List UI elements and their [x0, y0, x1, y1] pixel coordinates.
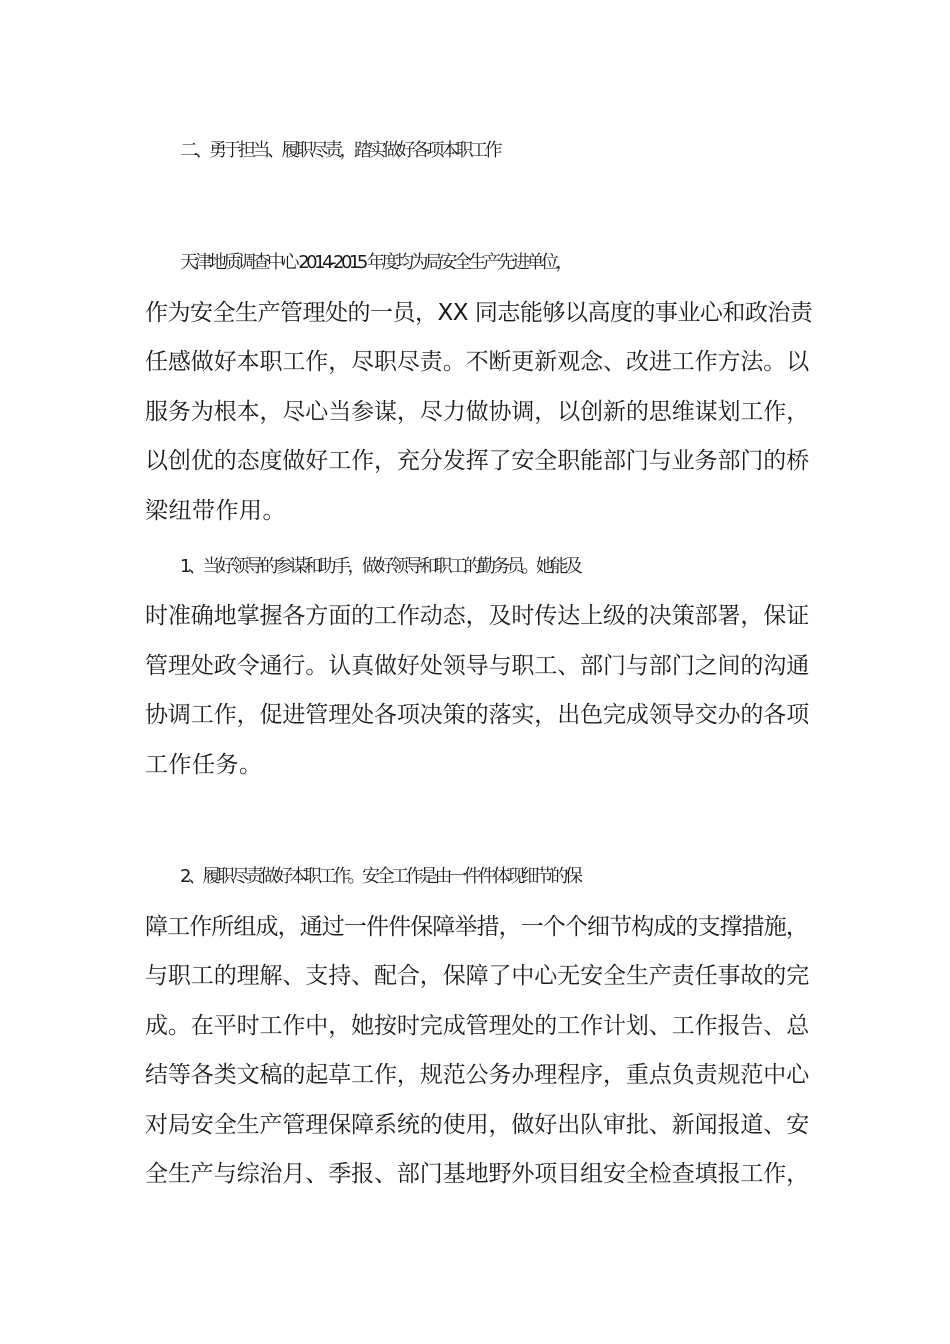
paragraph-line: 工作任务。: [145, 752, 263, 778]
paragraph-line: 结等各类文稿的起草工作，规范公务办理程序，重点负责规范中心: [145, 1062, 810, 1088]
paragraph-line: 管理处政令通行。认真做好处领导与职工、部门与部门之间的沟通: [145, 653, 810, 679]
paragraph-line: 时准确地掌握各方面的工作动态，及时传达上级的决策部署，保证: [145, 603, 810, 629]
paragraph-line: 天津地质调查中心 2014-2015 年度均为局安全生产先进单位，: [180, 252, 571, 273]
section-heading: 二、勇于担当、履职尽责，踏实做好各项本职工作: [180, 140, 499, 161]
paragraph-line: 2、履职尽责做好本职工作。安全工作是由一件件体现细节的保: [180, 866, 580, 887]
paragraph-line: 障工作所组成，通过一件件保障举措，一个个细节构成的支撑措施，: [145, 914, 809, 940]
paragraph-line: 任感做好本职工作，尽职尽责。不断更新观念、改进工作方法。以: [145, 349, 810, 375]
paragraph-line: 以创优的态度做好工作，充分发挥了安全职能部门与业务部门的桥: [145, 448, 810, 474]
paragraph-line: 1、当好领导的参谋和助手，做好领导和职工的勤务员。她能及: [180, 556, 580, 577]
paragraph-line: 作为安全生产管理处的一员，XX 同志能够以高度的事业心和政治责: [145, 300, 813, 326]
paragraph-line: 服务为根本，尽心当参谋，尽力做协调，以创新的思维谋划工作，: [145, 399, 810, 425]
paragraph-line: 对局安全生产管理保障系统的使用，做好出队审批、新闻报道、安: [145, 1112, 810, 1138]
paragraph-line: 梁纽带作用。: [145, 498, 286, 524]
paragraph-line: 协调工作，促进管理处各项决策的落实，出色完成领导交办的各项: [145, 702, 810, 728]
paragraph-line: 全生产与综治月、季报、部门基地野外项目组安全检查填报工作，: [145, 1161, 810, 1187]
paragraph-line: 与职工的理解、支持、配合，保障了中心无安全生产责任事故的完: [145, 963, 810, 989]
paragraph-line: 成。在平时工作中，她按时完成管理处的工作计划、工作报告、总: [145, 1013, 810, 1039]
